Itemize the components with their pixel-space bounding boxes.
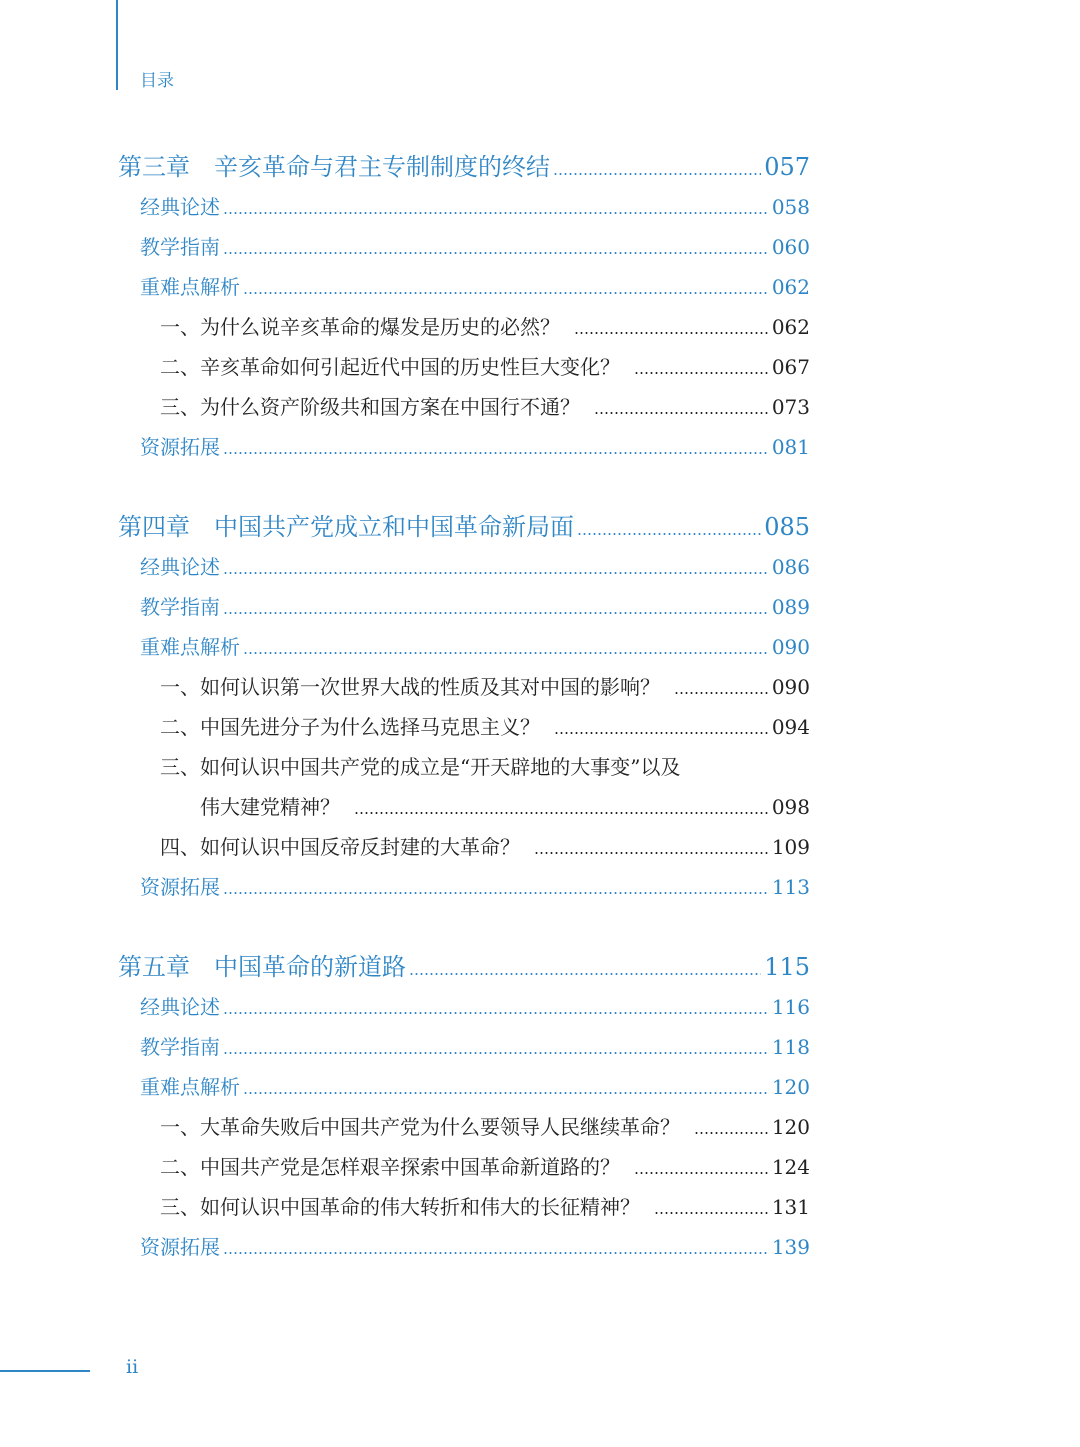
toc-entry-teaching-guide[interactable] — [118, 227, 810, 267]
entry-page: 090 — [771, 635, 810, 659]
table-of-contents — [118, 147, 810, 1307]
dot-leader — [223, 892, 769, 894]
toc-entry-item[interactable] — [118, 1187, 810, 1227]
dot-leader — [553, 173, 761, 175]
dot-leader — [354, 812, 769, 814]
toc-entry-item[interactable] — [118, 1107, 810, 1147]
entry-label: 经典论述 — [140, 995, 220, 1019]
entry-label: 教学指南 — [140, 1035, 220, 1059]
entry-page: 073 — [771, 395, 810, 419]
entry-page: 081 — [771, 435, 810, 459]
toc-entry-item-line1[interactable]: 三、如何认识中国共产党的成立是“开天辟地的大事变”以及 — [160, 755, 681, 779]
chapter-page: 085 — [764, 513, 810, 541]
entry-page: 118 — [771, 1035, 810, 1059]
entry-page: 116 — [771, 995, 810, 1019]
entry-label: 二、中国先进分子为什么选择马克思主义？ — [160, 715, 540, 739]
dot-leader — [409, 973, 761, 975]
dot-leader — [223, 1052, 769, 1054]
entry-label: 一、为什么说辛亥革命的爆发是历史的必然？ — [160, 315, 560, 339]
toc-entry-key-points[interactable] — [118, 1067, 810, 1107]
dot-leader — [223, 1252, 769, 1254]
entry-label: 三、为什么资产阶级共和国方案在中国行不通？ — [160, 395, 580, 419]
toc-entry-item[interactable] — [118, 387, 810, 427]
chapter-number: 第三章 — [118, 153, 190, 181]
toc-entry-key-points[interactable] — [118, 267, 810, 307]
dot-leader — [654, 1212, 769, 1214]
chapter-page: 057 — [764, 153, 810, 181]
toc-entry-resources[interactable] — [118, 867, 810, 907]
toc-entry-item[interactable] — [118, 827, 810, 867]
chapter-heading[interactable] — [118, 507, 810, 547]
entry-label: 资源拓展 — [140, 435, 220, 459]
dot-leader — [554, 732, 769, 734]
dot-leader — [223, 252, 769, 254]
entry-page: 062 — [771, 315, 810, 339]
dot-leader — [223, 1012, 769, 1014]
entry-page: 120 — [771, 1115, 810, 1139]
chapter-page: 115 — [764, 953, 810, 981]
toc-entry-item[interactable] — [118, 347, 810, 387]
chapter-3 — [118, 147, 810, 467]
dot-leader — [243, 292, 769, 294]
entry-page: 098 — [771, 795, 810, 819]
toc-entry-item[interactable] — [118, 307, 810, 347]
entry-page: 139 — [771, 1235, 810, 1259]
dot-leader — [243, 652, 769, 654]
chapter-heading[interactable] — [118, 147, 810, 187]
entry-label: 教学指南 — [140, 235, 220, 259]
entry-label: 三、如何认识中国革命的伟大转折和伟大的长征精神？ — [160, 1195, 640, 1219]
top-rule — [116, 0, 118, 90]
entry-label: 重难点解析 — [140, 1075, 240, 1099]
bottom-rule — [0, 1370, 90, 1372]
chapter-heading[interactable] — [118, 947, 810, 987]
toc-entry-classic-discourse[interactable] — [118, 547, 810, 587]
entry-label: 经典论述 — [140, 195, 220, 219]
dot-leader — [223, 612, 769, 614]
running-head: 目录 — [140, 71, 174, 91]
entry-label: 伟大建党精神？ — [200, 795, 340, 819]
entry-label: 二、中国共产党是怎样艰辛探索中国革命新道路的？ — [160, 1155, 620, 1179]
chapter-4 — [118, 507, 810, 907]
chapter-title: 辛亥革命与君主专制制度的终结 — [214, 153, 550, 181]
entry-page: 062 — [771, 275, 810, 299]
toc-entry-item[interactable] — [118, 667, 810, 707]
toc-entry-resources[interactable] — [118, 1227, 810, 1267]
entry-page: 131 — [771, 1195, 810, 1219]
entry-page: 113 — [771, 875, 810, 899]
entry-label: 重难点解析 — [140, 275, 240, 299]
entry-page: 094 — [771, 715, 810, 739]
dot-leader — [694, 1132, 769, 1134]
dot-leader — [574, 332, 769, 334]
chapter-5 — [118, 947, 810, 1267]
entry-label: 资源拓展 — [140, 875, 220, 899]
dot-leader — [243, 1092, 769, 1094]
entry-label: 教学指南 — [140, 595, 220, 619]
toc-entry-classic-discourse[interactable] — [118, 987, 810, 1027]
entry-page: 060 — [771, 235, 810, 259]
entry-page: 090 — [771, 675, 810, 699]
toc-entry-item-line2[interactable] — [118, 787, 810, 827]
entry-page: 124 — [771, 1155, 810, 1179]
chapter-title: 中国革命的新道路 — [214, 953, 406, 981]
chapter-number: 第四章 — [118, 513, 190, 541]
entry-label: 一、大革命失败后中国共产党为什么要领导人民继续革命？ — [160, 1115, 680, 1139]
toc-entry-resources[interactable] — [118, 427, 810, 467]
toc-entry-item[interactable] — [118, 1147, 810, 1187]
toc-entry-teaching-guide[interactable] — [118, 1027, 810, 1067]
entry-page: 086 — [771, 555, 810, 579]
entry-page: 089 — [771, 595, 810, 619]
toc-entry-item[interactable] — [118, 707, 810, 747]
entry-page: 109 — [771, 835, 810, 859]
dot-leader — [634, 372, 769, 374]
chapter-title: 中国共产党成立和中国革命新局面 — [214, 513, 574, 541]
entry-page: 058 — [771, 195, 810, 219]
entry-page: 120 — [771, 1075, 810, 1099]
dot-leader — [634, 1172, 769, 1174]
entry-label: 经典论述 — [140, 555, 220, 579]
dot-leader — [223, 572, 769, 574]
entry-label: 资源拓展 — [140, 1235, 220, 1259]
dot-leader — [674, 692, 769, 694]
dot-leader — [577, 533, 761, 535]
toc-entry-classic-discourse[interactable] — [118, 187, 810, 227]
dot-leader — [223, 452, 769, 454]
toc-entry-key-points[interactable] — [118, 627, 810, 667]
toc-entry-teaching-guide[interactable] — [118, 587, 810, 627]
entry-label: 四、如何认识中国反帝反封建的大革命？ — [160, 835, 520, 859]
entry-label: 一、如何认识第一次世界大战的性质及其对中国的影响？ — [160, 675, 660, 699]
dot-leader — [223, 212, 769, 214]
page-number: ii — [126, 1356, 139, 1378]
chapter-number: 第五章 — [118, 953, 190, 981]
entry-page: 067 — [771, 355, 810, 379]
entry-label: 二、辛亥革命如何引起近代中国的历史性巨大变化？ — [160, 355, 620, 379]
dot-leader — [594, 412, 769, 414]
entry-label: 重难点解析 — [140, 635, 240, 659]
dot-leader — [534, 852, 769, 854]
